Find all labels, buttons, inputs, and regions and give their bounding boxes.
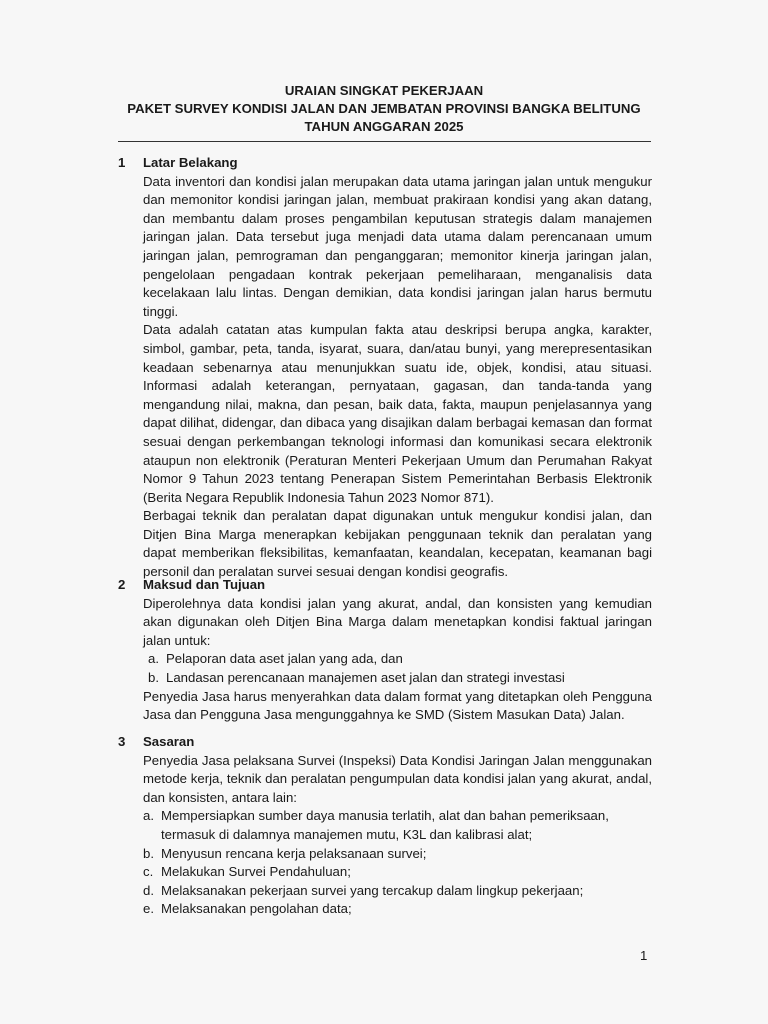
section-title: Maksud dan Tujuan: [143, 577, 266, 592]
list-marker: c.: [143, 864, 154, 880]
section-latar-belakang: [118, 154, 652, 582]
section-number: 2: [118, 577, 126, 592]
paragraph: Penyedia Jasa harus menyerahkan data dalam format yang ditetapkan oleh Pengguna Jasa dan Pengguna Jasa mengunggahnya ke SMD (Sistem Masukan Data) Jalan.: [143, 688, 652, 723]
list-marker: a.: [143, 808, 154, 824]
paragraph: Penyedia Jasa pelaksana Survei (Inspeksi) Data Kondisi Jaringan Jalan menggunakan metode kerja, teknik dan peralatan pengumpulan data kondisi jalan yang akurat, andal, dan konsisten, antara lain:: [143, 752, 652, 805]
list-item: [148, 650, 652, 669]
list-item-text: Mempersiapkan sumber daya manusia terlatih, alat dan bahan pemeriksaan, termasuk di dalamnya manajemen mutu, K3L dan kalibrasi alat;: [161, 808, 609, 842]
header-line-2: PAKET SURVEY KONDISI JALAN DAN JEMBATAN PROVINSI BANGKA BELITUNG: [127, 101, 641, 116]
list-item: [148, 669, 652, 688]
paragraph: Berbagai teknik dan peralatan dapat digunakan untuk mengukur kondisi jalan, dan Ditjen Bina Marga menerapkan kebijakan penggunaan teknik dan peralatan yang dapat memberikan fleksibilitas, kemanfaatan, keandalan, kecepatan, keamanan bagi personil dan peralatan survei sesuai dengan kondisi geografis.: [143, 508, 652, 580]
target-list: [143, 807, 652, 919]
header-divider: [118, 141, 651, 142]
section-number: 1: [118, 155, 126, 170]
list-item-text: Menyusun rencana kerja pelaksanaan survei;: [161, 845, 427, 861]
list-item: [143, 863, 652, 882]
paragraph: Data inventori dan kondisi jalan merupakan data utama jaringan jalan untuk mengukur dan memonitor kondisi jaringan jalan, membuat prakiraan kondisi yang akan datang, dan membantu dalam proses pengambilan keputusan strategis dalam manajemen jaringan jalan. Data tersebut juga menjadi data utama dalam perencanaan umum jaringan jalan, pemrograman dan penganggaran; memonitor kinerja jaringan jalan, pengelolaan pengadaan kontrak pekerjaan pemeliharaan, menganalisis data kecelakaan lalu lintas. Dengan demikian, data kondisi jaringan jalan harus bermutu tinggi.: [143, 173, 652, 319]
header-line-1: URAIAN SINGKAT PEKERJAAN: [284, 83, 484, 98]
list-item-text: Melaksanakan pekerjaan survei yang tercakup dalam lingkup pekerjaan;: [161, 882, 584, 898]
list-item: [143, 882, 652, 901]
list-item-text: Melaksanakan pengolahan data;: [161, 901, 352, 917]
list-marker: e.: [143, 901, 154, 917]
header-line-3: TAHUN ANGGARAN 2025: [304, 119, 464, 134]
paragraph: Diperolehnya data kondisi jalan yang akurat, andal, dan konsisten yang kemudian akan digunakan oleh Ditjen Bina Marga dalam menetapkan kondisi faktual jaringan jalan untuk:: [143, 595, 652, 648]
list-item-text: Landasan perencanaan manajemen aset jalan dan strategi investasi: [166, 669, 565, 685]
section-title: Sasaran: [143, 734, 195, 749]
section-maksud-tujuan: [118, 576, 652, 725]
list-item: [143, 845, 652, 864]
section-sasaran: [118, 733, 652, 919]
list-marker: b.: [148, 669, 159, 685]
section-number: 3: [118, 734, 126, 749]
list-item-text: Melakukan Survei Pendahuluan;: [161, 864, 351, 880]
document-header: [118, 82, 650, 136]
list-item-text: Pelaporan data aset jalan yang ada, dan: [166, 651, 403, 667]
list-item: [143, 807, 652, 844]
list-item: [143, 900, 652, 919]
paragraph: Data adalah catatan atas kumpulan fakta atau deskripsi berupa angka, karakter, simbol, gambar, peta, tanda, isyarat, suara, dan/atau bunyi, yang merepresentasikan keadaan sebenarnya atau menunjukkan suatu ide, objek, kondisi, atau situasi. Informasi adalah keterangan, pernyataan, gagasan, dan tanda-tanda yang mengandung nilai, makna, dan pesan, baik data, fakta, maupun penjelasannya yang dapat dilihat, didengar, dan dibaca yang disajikan dalam berbagai kemasan dan format sesuai dengan perkembangan teknologi informasi dan komunikasi secara elektronik ataupun non elektronik (Peraturan Menteri Pekerjaan Umum dan Perumahan Rakyat Nomor 9 Tahun 2023 tentang Penerapan Sistem Pemerintahan Berbasis Elektronik (Berita Negara Republik Indonesia Tahun 2023 Nomor 871).: [143, 322, 652, 505]
list-marker: b.: [143, 845, 154, 861]
list-marker: d.: [143, 882, 154, 898]
purpose-list: [143, 650, 652, 687]
list-marker: a.: [148, 651, 159, 667]
section-title: Latar Belakang: [143, 155, 238, 170]
page-number: 1: [640, 948, 648, 963]
